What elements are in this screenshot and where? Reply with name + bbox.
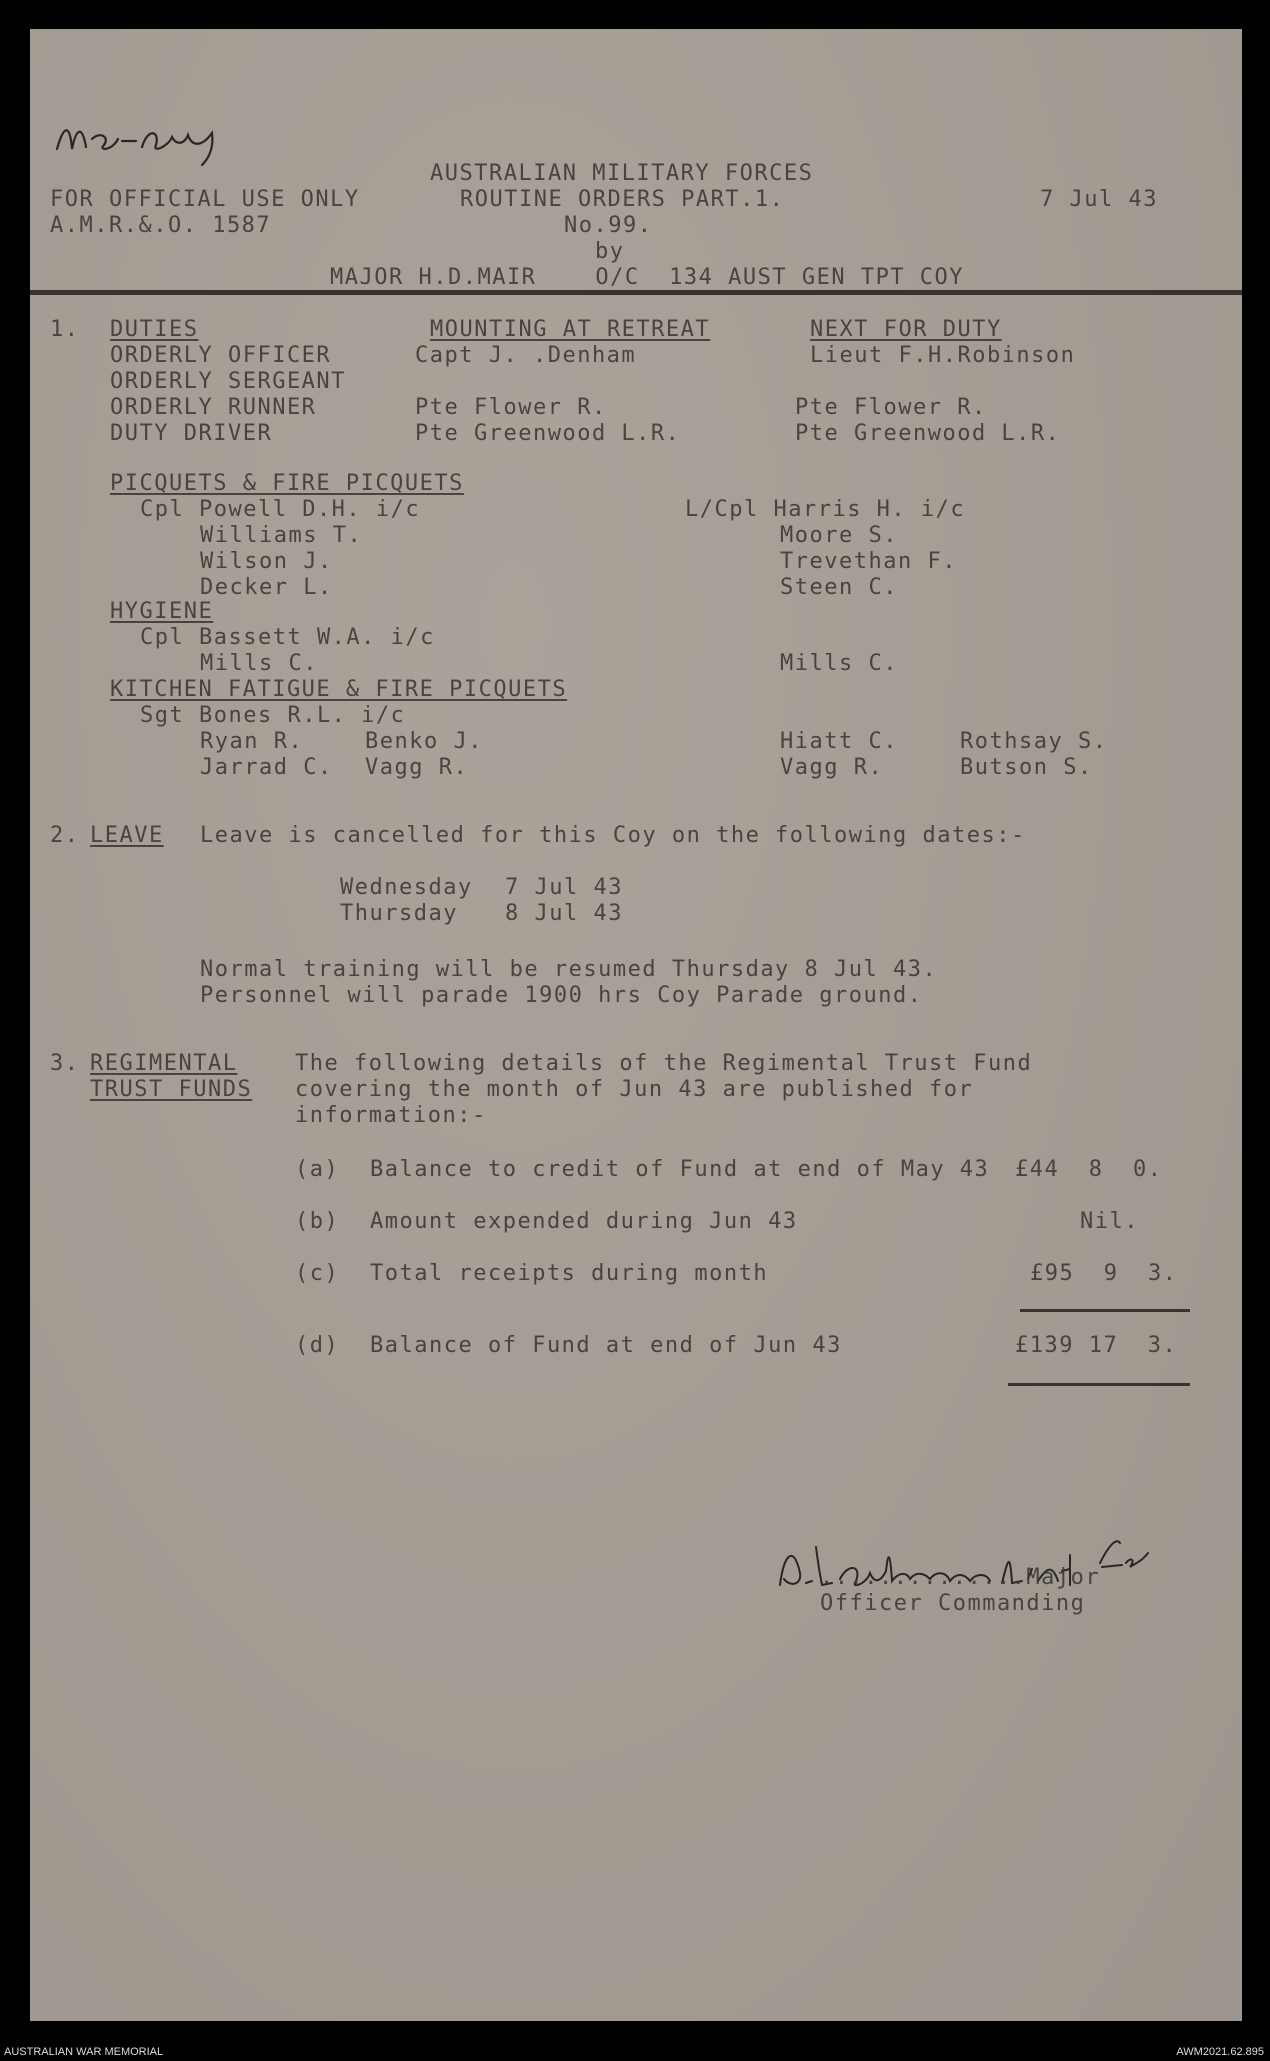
signature-title: Officer Commanding	[820, 1591, 1086, 1616]
fund-item-label: (d)	[295, 1333, 340, 1358]
picket-next: Moore S.	[780, 523, 898, 548]
fund-item-amount: Nil.	[1080, 1209, 1139, 1234]
fund-item-text: Balance to credit of Fund at end of May 43	[370, 1157, 990, 1182]
duties-heading: DUTIES	[110, 317, 199, 342]
trust-heading: TRUST FUNDS	[90, 1077, 253, 1102]
duty-role: DUTY DRIVER	[110, 421, 273, 446]
fund-balance-rule	[1008, 1383, 1190, 1386]
leave-date: 8 Jul 43	[505, 901, 623, 926]
fund-item-text: Balance of Fund at end of Jun 43	[370, 1333, 842, 1358]
fund-total-rule	[1020, 1309, 1190, 1312]
picket-next: Trevethan F.	[780, 549, 957, 574]
leave-day: Thursday	[340, 901, 458, 926]
hygiene-next: Mills C.	[780, 651, 898, 676]
trust-intro: covering the month of Jun 43 are published for	[295, 1077, 974, 1102]
leave-note: Personnel will parade 1900 hrs Coy Parade ground.	[200, 983, 923, 1008]
handwritten-note	[52, 109, 252, 169]
section-2-number: 2.	[50, 823, 80, 848]
kitchen-mounting: Ryan R.	[200, 729, 304, 754]
footer-accession-number: AWM2021.62.895	[1176, 2046, 1264, 2058]
kitchen-next: Butson S.	[960, 755, 1093, 780]
kitchen-mounting: Jarrad C.	[200, 755, 333, 780]
next-column-heading: NEXT FOR DUTY	[810, 317, 1002, 342]
duty-mounting: Pte Flower R.	[415, 395, 607, 420]
fund-item-amount: £95 9 3.	[1030, 1261, 1178, 1286]
fund-item-label: (c)	[295, 1261, 340, 1286]
picket-mounting: Decker L.	[200, 575, 333, 600]
header-title: AUSTRALIAN MILITARY FORCES	[430, 161, 814, 186]
leave-heading: LEAVE	[90, 823, 164, 848]
kitchen-mounting: Benko J.	[365, 729, 483, 754]
authority-line: MAJOR H.D.MAIR O/C 134 AUST GEN TPT COY	[330, 265, 965, 290]
reference-number: A.M.R.&.O. 1587	[50, 213, 272, 238]
pickets-heading: PICQUETS & FIRE PICQUETS	[110, 471, 464, 496]
hygiene-mounting: Mills C.	[200, 651, 318, 676]
by-label: by	[595, 239, 625, 264]
fund-item-text: Amount expended during Jun 43	[370, 1209, 798, 1234]
fund-item-amount: £44 8 0.	[1015, 1157, 1163, 1182]
duty-next: Pte Flower R.	[795, 395, 987, 420]
picket-mounting: Williams T.	[200, 523, 363, 548]
header-rule	[30, 290, 1242, 295]
duty-role: ORDERLY OFFICER	[110, 343, 332, 368]
fund-item-label: (a)	[295, 1157, 340, 1182]
mounting-column-heading: MOUNTING AT RETREAT	[430, 317, 711, 342]
duty-role: ORDERLY RUNNER	[110, 395, 317, 420]
orders-number: No.99.	[564, 213, 653, 238]
picket-mounting: Wilson J.	[200, 549, 333, 574]
hygiene-heading: HYGIENE	[110, 599, 214, 624]
duty-next: Lieut F.H.Robinson	[810, 343, 1076, 368]
routine-orders-title: ROUTINE ORDERS PART.1.	[460, 187, 785, 212]
trust-heading: REGIMENTAL	[90, 1051, 238, 1076]
section-1-number: 1.	[50, 317, 80, 342]
kitchen-next: Rothsay S.	[960, 729, 1108, 754]
signature-rank: ..............Major	[820, 1565, 1101, 1590]
duty-mounting: Pte Greenwood L.R.	[415, 421, 681, 446]
picket-mounting: Cpl Powell D.H. i/c	[140, 497, 421, 522]
kitchen-mounting: Vagg R.	[365, 755, 469, 780]
leave-day: Wednesday	[340, 875, 473, 900]
leave-date: 7 Jul 43	[505, 875, 623, 900]
fund-item-label: (b)	[295, 1209, 340, 1234]
section-3-number: 3.	[50, 1051, 80, 1076]
leave-intro: Leave is cancelled for this Coy on the following dates:-	[200, 823, 1026, 848]
picket-next: Steen C.	[780, 575, 898, 600]
duty-mounting: Capt J. .Denham	[415, 343, 637, 368]
duty-role: ORDERLY SERGEANT	[110, 369, 346, 394]
official-use-label: FOR OFFICIAL USE ONLY	[50, 187, 360, 212]
document-page	[30, 29, 1242, 2021]
document-date: 7 Jul 43	[1040, 187, 1158, 212]
hygiene-mounting: Cpl Bassett W.A. i/c	[140, 625, 435, 650]
trust-intro: The following details of the Regimental Trust Fund	[295, 1051, 1033, 1076]
fund-item-amount: £139 17 3.	[1015, 1333, 1178, 1358]
fund-item-text: Total receipts during month	[370, 1261, 769, 1286]
kitchen-heading: KITCHEN FATIGUE & FIRE PICQUETS	[110, 677, 568, 702]
kitchen-next: Vagg R.	[780, 755, 884, 780]
trust-intro: information:-	[295, 1103, 487, 1128]
kitchen-next: Hiatt C.	[780, 729, 898, 754]
duty-next: Pte Greenwood L.R.	[795, 421, 1061, 446]
picket-next: L/Cpl Harris H. i/c	[685, 497, 966, 522]
kitchen-mounting: Sgt Bones R.L. i/c	[140, 703, 406, 728]
leave-note: Normal training will be resumed Thursday 8 Jul 43.	[200, 957, 938, 982]
footer-credit: AUSTRALIAN WAR MEMORIAL	[4, 2046, 164, 2058]
